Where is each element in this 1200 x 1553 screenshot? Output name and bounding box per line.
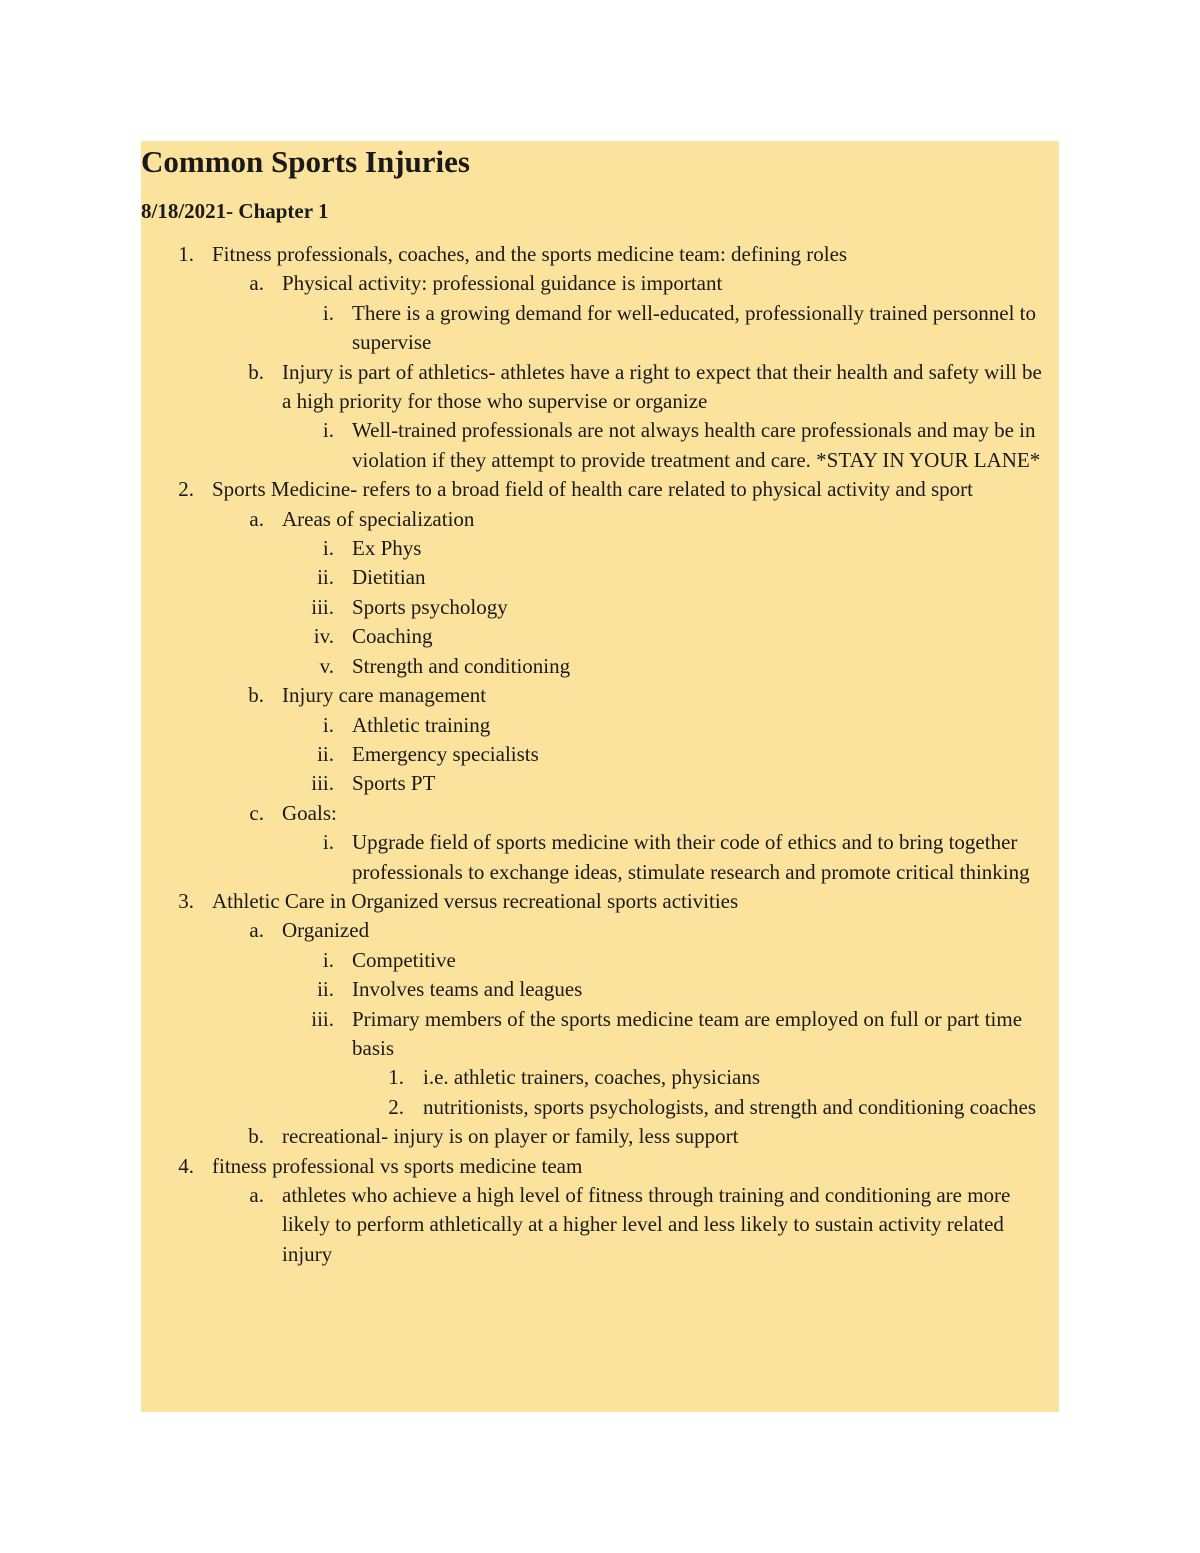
list-item-text: Sports PT bbox=[352, 771, 436, 796]
list-item-text: recreational- injury is on player or family, less support bbox=[282, 1124, 739, 1149]
list-item-text: Athletic training bbox=[352, 712, 491, 737]
outline-item-level-3 bbox=[0, 622, 1200, 651]
outline-item-level-2 bbox=[0, 799, 1200, 828]
list-item-text: Coaching bbox=[352, 624, 433, 649]
outline-item-level-2 bbox=[0, 1122, 1200, 1151]
list-marker: iii. bbox=[311, 594, 334, 619]
list-marker: ii. bbox=[317, 565, 334, 590]
list-marker: iii. bbox=[311, 1006, 334, 1031]
list-item-text: Strength and conditioning bbox=[352, 653, 571, 678]
list-marker: 2. bbox=[388, 1094, 404, 1119]
list-marker: 2. bbox=[178, 477, 194, 502]
list-marker: i. bbox=[322, 418, 334, 443]
outline-item-level-3 bbox=[0, 828, 1200, 887]
outline-item-level-3 bbox=[0, 563, 1200, 592]
list-item-text: There is a growing demand for well-educated, professionally trained personnel to supervise bbox=[352, 300, 1037, 355]
list-marker: i. bbox=[322, 536, 334, 561]
list-marker: v. bbox=[319, 653, 334, 678]
list-item-text: Ex Phys bbox=[352, 536, 422, 561]
list-marker: a. bbox=[249, 918, 264, 943]
outline-item-level-3 bbox=[0, 769, 1200, 798]
list-marker: b. bbox=[248, 683, 264, 708]
outline-item-level-2 bbox=[0, 916, 1200, 945]
list-item-text: Emergency specialists bbox=[352, 741, 539, 766]
outline-item-level-3 bbox=[0, 975, 1200, 1004]
list-marker: ii. bbox=[317, 741, 334, 766]
outline-item-level-1 bbox=[0, 475, 1200, 504]
list-item-text: Areas of specialization bbox=[282, 506, 475, 531]
list-item-text: Upgrade field of sports medicine with their code of ethics and to bring together professionals to exchange ideas, stimulate research and promote critical thinking bbox=[352, 830, 1030, 884]
outline-item-level-2 bbox=[0, 1181, 1200, 1269]
list-item-text: Physical activity: professional guidance is important bbox=[282, 271, 723, 296]
list-marker: b. bbox=[248, 359, 264, 384]
outline-item-level-3 bbox=[0, 652, 1200, 681]
list-item-text: Competitive bbox=[352, 947, 456, 972]
outline-item-level-3 bbox=[0, 299, 1200, 358]
list-item-text: Athletic Care in Organized versus recreational sports activities bbox=[212, 888, 739, 913]
list-item-text: Injury is part of athletics- athletes have a right to expect that their health and safety will be a high priority for those who supervise or organize bbox=[282, 359, 1042, 414]
list-item-text: fitness professional vs sports medicine team bbox=[212, 1153, 583, 1178]
list-marker: i. bbox=[322, 947, 334, 972]
outline-item-level-2 bbox=[0, 269, 1200, 298]
outline-item-level-3 bbox=[0, 534, 1200, 563]
list-marker: iii. bbox=[311, 771, 334, 796]
outline-item-level-1 bbox=[0, 1152, 1200, 1181]
list-item-text: i.e. athletic trainers, coaches, physicians bbox=[423, 1065, 761, 1090]
outline-item-level-3 bbox=[0, 1005, 1200, 1064]
list-item-text: Dietitian bbox=[352, 565, 426, 590]
outline-item-level-2 bbox=[0, 358, 1200, 417]
notes-outline bbox=[0, 240, 1200, 1269]
outline-item-level-3 bbox=[0, 593, 1200, 622]
list-marker: c. bbox=[249, 800, 264, 825]
list-item-text: nutritionists, sports psychologists, and strength and conditioning coaches bbox=[423, 1094, 1037, 1119]
outline-item-level-4 bbox=[0, 1063, 1200, 1092]
list-marker: 4. bbox=[178, 1153, 194, 1178]
list-marker: ii. bbox=[317, 977, 334, 1002]
document-title: Common Sports Injuries bbox=[141, 144, 470, 179]
list-item-text: Goals: bbox=[282, 800, 337, 825]
list-item-text: Sports psychology bbox=[352, 594, 508, 619]
list-marker: 3. bbox=[178, 888, 194, 913]
outline-item-level-2 bbox=[0, 505, 1200, 534]
list-marker: i. bbox=[322, 300, 334, 325]
list-item-text: athletes who achieve a high level of fitness through training and conditioning are more likely to perform athletically at a higher level and less likely to sustain activity related injury bbox=[282, 1183, 1011, 1266]
list-marker: i. bbox=[322, 830, 334, 855]
date-chapter-heading: 8/18/2021- Chapter 1 bbox=[141, 199, 329, 223]
list-item-text: Primary members of the sports medicine team are employed on full or part time basis bbox=[352, 1006, 1023, 1060]
list-item-text: Organized bbox=[282, 918, 370, 943]
list-item-text: Sports Medicine- refers to a broad field of health care related to physical activity and sport bbox=[212, 477, 973, 502]
outline-item-level-4 bbox=[0, 1093, 1200, 1122]
list-item-text: Involves teams and leagues bbox=[352, 977, 583, 1002]
outline-item-level-3 bbox=[0, 740, 1200, 769]
list-marker: a. bbox=[249, 1183, 264, 1207]
list-marker: b. bbox=[248, 1124, 264, 1149]
list-item-text: Fitness professionals, coaches, and the sports medicine team: defining roles bbox=[212, 242, 848, 266]
outline-item-level-1 bbox=[0, 887, 1200, 916]
outline-item-level-3 bbox=[0, 711, 1200, 740]
list-marker: a. bbox=[249, 506, 264, 531]
list-marker: a. bbox=[249, 271, 264, 296]
list-marker: i. bbox=[322, 712, 334, 737]
outline-item-level-3 bbox=[0, 946, 1200, 975]
list-marker: 1. bbox=[388, 1065, 404, 1090]
outline-item-level-1 bbox=[0, 240, 1200, 269]
list-item-text: Well-trained professionals are not always health care professionals and may be in violation if they attempt to provide treatment and care. *STAY IN YOUR LANE* bbox=[352, 418, 1041, 472]
list-marker: iv. bbox=[313, 624, 334, 649]
list-marker: 1. bbox=[178, 242, 194, 266]
outline-item-level-3 bbox=[0, 416, 1200, 475]
outline-item-level-2 bbox=[0, 681, 1200, 710]
list-item-text: Injury care management bbox=[282, 683, 487, 708]
